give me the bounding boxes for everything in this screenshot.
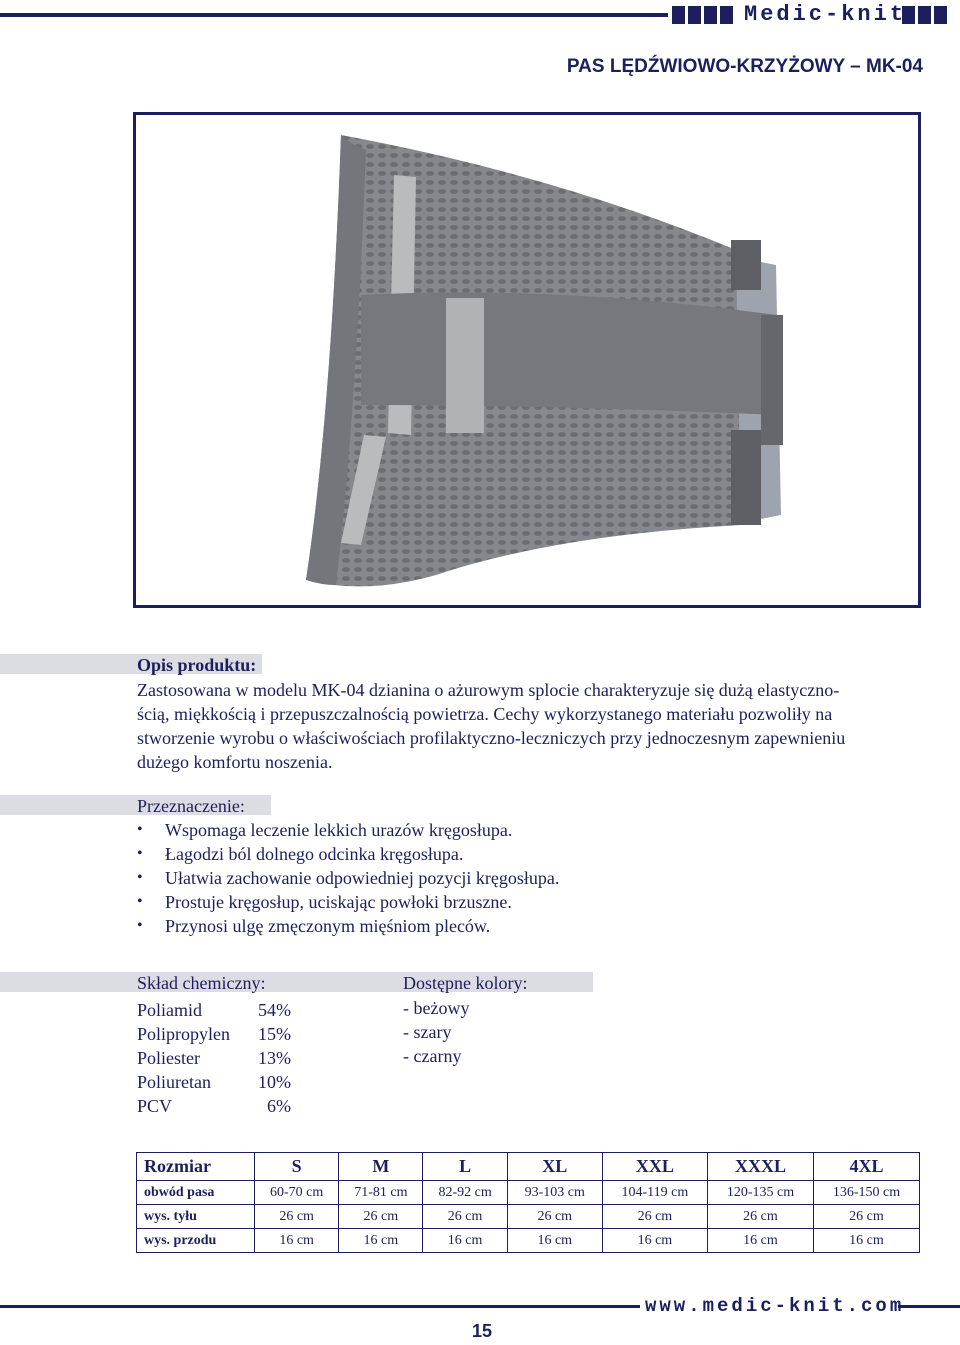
table-cell: 120-135 cm — [707, 1181, 813, 1205]
header-blocks-left — [672, 6, 733, 24]
row-label: wys. przodu — [137, 1229, 255, 1253]
description-text — [137, 678, 902, 774]
purpose-list — [137, 818, 559, 938]
colors-list — [403, 996, 469, 1068]
table-cell: 93-103 cm — [507, 1181, 602, 1205]
list-item: • Prostuje kręgosłup, uciskając powłoki brzuszne. — [137, 890, 559, 914]
list-item: Poliuretan 10% — [137, 1072, 291, 1092]
table-cell: 26 cm — [707, 1205, 813, 1229]
list-item: - czarny — [403, 1046, 462, 1066]
table-cell: 16 cm — [813, 1229, 919, 1253]
table-cell: 16 cm — [339, 1229, 423, 1253]
composition-list — [137, 998, 291, 1118]
table-cell: 26 cm — [339, 1205, 423, 1229]
table-cell: 16 cm — [423, 1229, 507, 1253]
header-rule — [0, 13, 668, 17]
purpose-label-band — [0, 795, 271, 815]
list-item: Polipropylen 15% — [137, 1024, 291, 1044]
description-label-band — [0, 654, 262, 674]
table-cell: 26 cm — [813, 1205, 919, 1229]
description-line: Zastosowana w modelu MK-04 dzianina o ażurowym splocie charakteryzuje się dużą elastyczno- — [137, 680, 840, 700]
row-label: wys. tyłu — [137, 1205, 255, 1229]
footer-rule-right — [898, 1305, 960, 1308]
list-item: • Ułatwia zachowanie odpowiedniej pozycji kręgosłupa. — [137, 866, 559, 890]
column-header: L — [423, 1153, 507, 1181]
table-cell: 26 cm — [423, 1205, 507, 1229]
column-header: XXXL — [707, 1153, 813, 1181]
table-cell: 136-150 cm — [813, 1181, 919, 1205]
list-item: Poliamid 54% — [137, 1000, 291, 1020]
table-cell: 60-70 cm — [255, 1181, 339, 1205]
table-cell: 16 cm — [507, 1229, 602, 1253]
table-cell: 16 cm — [255, 1229, 339, 1253]
table-cell: 26 cm — [602, 1205, 707, 1229]
description-line: dużego komfortu noszenia. — [137, 752, 333, 772]
website-link[interactable]: www.medic-knit.com — [645, 1295, 905, 1317]
row-label: obwód pasa — [137, 1181, 255, 1205]
page-number: 15 — [472, 1321, 493, 1341]
lumbar-belt-illustration — [136, 115, 918, 605]
footer-rule — [0, 1305, 640, 1308]
list-item: - beżowy — [403, 998, 470, 1018]
column-header: S — [255, 1153, 339, 1181]
list-item: Poliester 13% — [137, 1048, 291, 1068]
column-header: Rozmiar — [137, 1153, 255, 1181]
table-row — [137, 1205, 920, 1229]
size-table — [136, 1152, 920, 1253]
table-cell: 71-81 cm — [339, 1181, 423, 1205]
table-cell: 16 cm — [602, 1229, 707, 1253]
table-cell: 26 cm — [255, 1205, 339, 1229]
table-cell: 16 cm — [707, 1229, 813, 1253]
column-header: 4XL — [813, 1153, 919, 1181]
purpose-label: Przeznaczenie: — [137, 796, 245, 816]
composition-label: Skład chemiczny: — [137, 973, 266, 993]
page-title: PAS LĘDŹWIOWO-KRZYŻOWY – MK-04 — [566, 56, 923, 77]
table-cell: 104-119 cm — [602, 1181, 707, 1205]
description-line: stworzenie wyrobu o właściwościach profilaktyczno-leczniczych przy jednoczesnym zapewnieniu — [137, 728, 846, 748]
table-cell: 26 cm — [507, 1205, 602, 1229]
table-row — [137, 1229, 920, 1253]
header-blocks-right — [902, 6, 947, 24]
list-item: • Przynosi ulgę zmęczonym mięśniom pleców. — [137, 914, 559, 938]
composition-label-band — [0, 972, 593, 992]
list-item: PCV 6% — [137, 1096, 291, 1116]
product-photo — [133, 112, 921, 608]
table-header-row — [137, 1153, 920, 1181]
column-header: M — [339, 1153, 423, 1181]
list-item: • Łagodzi ból dolnego odcinka kręgosłupa. — [137, 842, 559, 866]
table-cell: 82-92 cm — [423, 1181, 507, 1205]
column-header: XXL — [602, 1153, 707, 1181]
list-item: • Wspomaga leczenie lekkich urazów kręgosłupa. — [137, 818, 559, 842]
description-line: ścią, miękkością i przepuszczalnością powietrza. Cechy wykorzystanego materiału pozwoliły na — [137, 704, 833, 724]
brand-name: Medic-knit — [744, 2, 907, 27]
table-row — [137, 1181, 920, 1205]
description-label: Opis produktu: — [137, 655, 257, 675]
column-header: XL — [507, 1153, 602, 1181]
list-item: - szary — [403, 1022, 452, 1042]
colors-label: Dostępne kolory: — [403, 973, 528, 993]
